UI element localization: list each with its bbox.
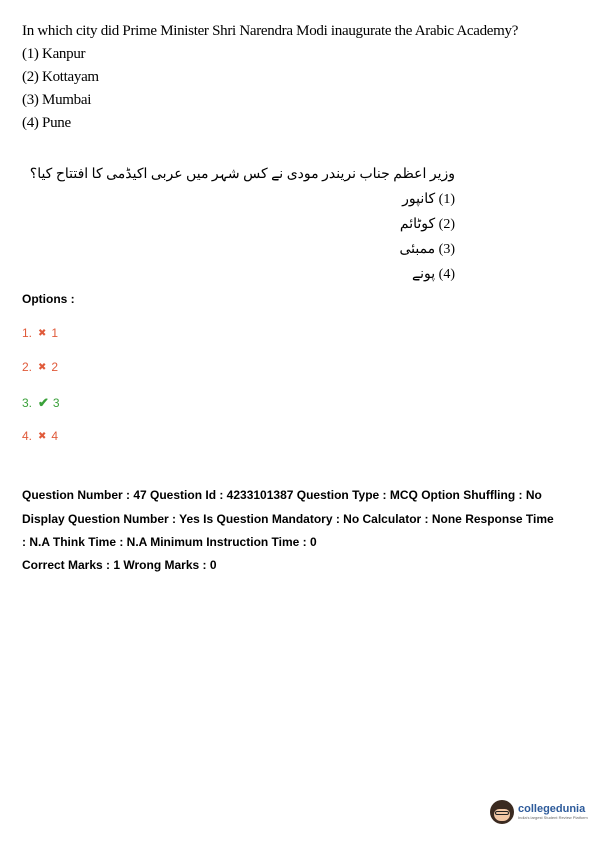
logo-text bbox=[518, 804, 588, 821]
metadata-line-3: : N.A Think Time : N.A Minimum Instruction Time : 0 bbox=[22, 535, 317, 549]
metadata-line-1: Question Number : 47 Question Id : 4233101387 Question Type : MCQ Option Shuffling : No bbox=[22, 488, 542, 502]
logo-tagline: India's largest Student Review Platform bbox=[518, 814, 588, 820]
cross-icon: ✖ bbox=[38, 327, 47, 339]
logo-name: collegedunia bbox=[518, 802, 586, 815]
choice-4: (4) Pune bbox=[22, 115, 71, 131]
cross-icon: ✖ bbox=[38, 361, 47, 373]
choice-urdu-2: (2) کوٹائم bbox=[399, 217, 455, 232]
option-value: 3 bbox=[52, 396, 60, 410]
choice-1: (1) Kanpur bbox=[22, 46, 86, 62]
question-urdu bbox=[29, 162, 455, 287]
choice-urdu-1: (1) کانپور bbox=[402, 192, 455, 207]
option-value: 2 bbox=[51, 360, 59, 374]
check-icon: ✔ bbox=[38, 395, 49, 410]
collegedunia-logo bbox=[490, 800, 588, 824]
choice-3: (3) Mumbai bbox=[22, 92, 92, 108]
cross-icon: ✖ bbox=[38, 430, 47, 442]
metadata-line-2: Display Question Number : Yes Is Question Mandatory : No Calculator : None Response Time bbox=[22, 511, 554, 526]
option-number: 3. bbox=[22, 396, 33, 410]
mascot-icon bbox=[490, 800, 514, 824]
option-value: 1 bbox=[51, 326, 59, 340]
option-3 bbox=[22, 395, 60, 411]
option-number: 4. bbox=[22, 429, 33, 443]
question-metadata bbox=[22, 484, 582, 555]
choice-2: (2) Kottayam bbox=[22, 69, 99, 85]
option-4 bbox=[22, 429, 58, 443]
question-english bbox=[22, 20, 582, 135]
marks-info: Correct Marks : 1 Wrong Marks : 0 bbox=[22, 558, 217, 572]
question-text-urdu: وزیر اعظم جناب نریندر مودی نے کس شہر میں عربی اکیڈمی کا افتتاح کیا؟ bbox=[29, 167, 455, 182]
options-heading: Options : bbox=[22, 292, 75, 306]
option-value: 4 bbox=[51, 429, 59, 443]
option-number: 1. bbox=[22, 326, 33, 340]
question-text: In which city did Prime Minister Shri Narendra Modi inaugurate the Arabic Academy? bbox=[22, 23, 519, 39]
choice-urdu-3: (3) ممبئی bbox=[399, 242, 455, 257]
choice-urdu-4: (4) پونے bbox=[411, 267, 455, 282]
option-1 bbox=[22, 326, 58, 340]
option-2 bbox=[22, 360, 58, 374]
option-number: 2. bbox=[22, 360, 33, 374]
